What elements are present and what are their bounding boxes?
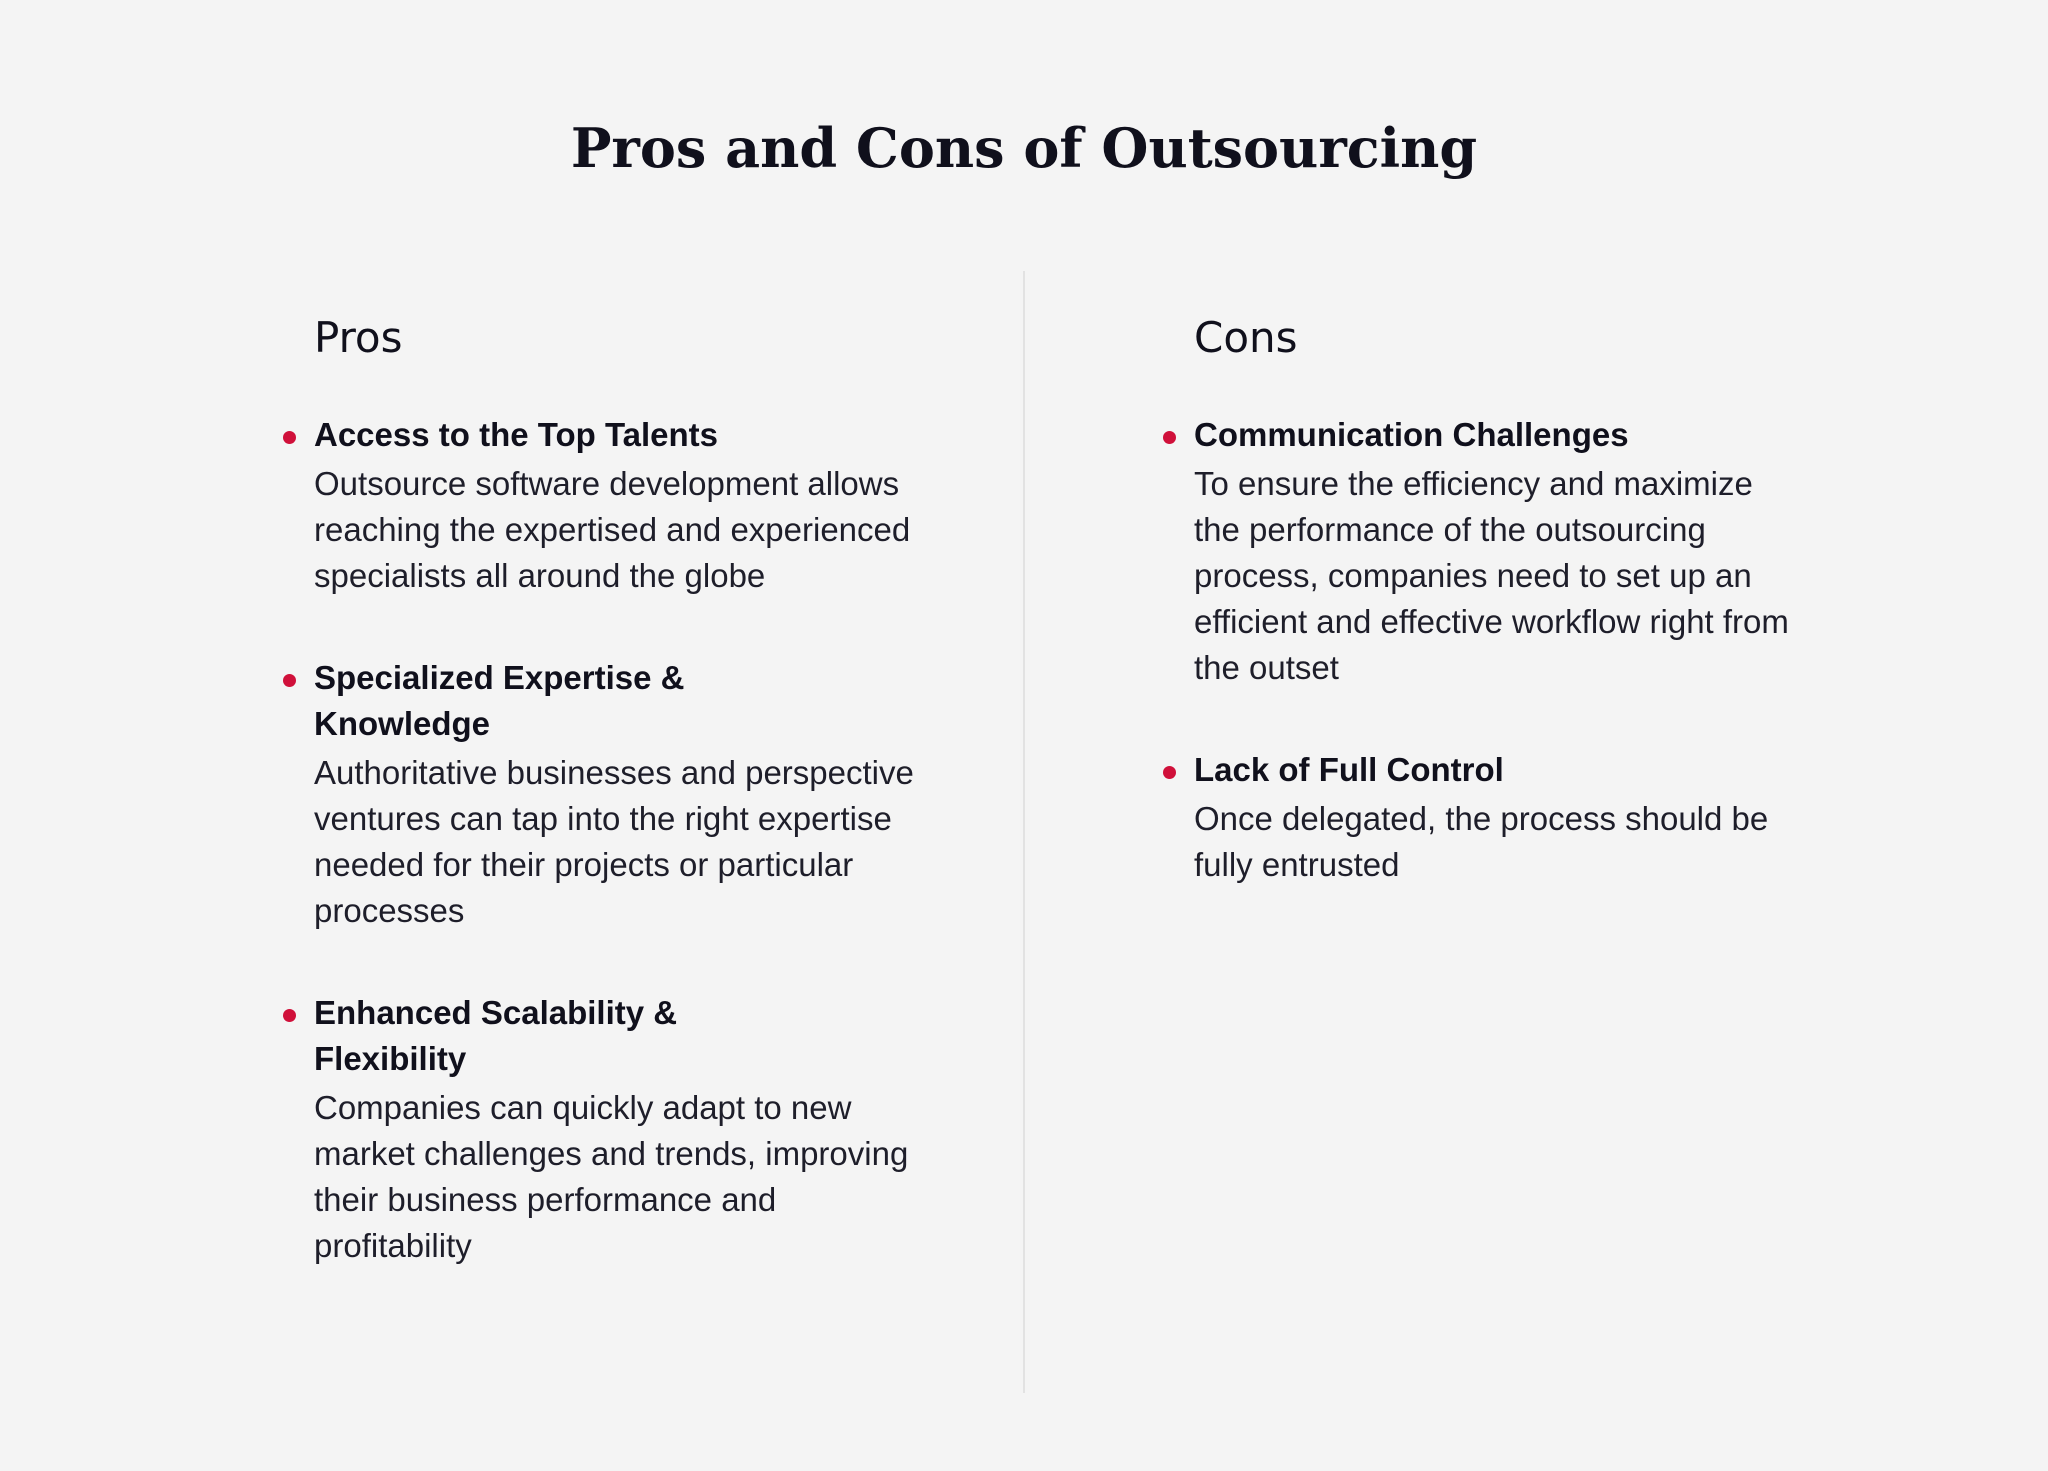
- cons-item: [1194, 412, 1814, 691]
- bullet-dot-icon: [283, 1009, 296, 1022]
- bullet-dot-icon: [1163, 766, 1176, 779]
- pros-item-title: Specialized Expertise & Knowledge: [314, 659, 685, 742]
- pros-list: [314, 412, 934, 1269]
- column-divider: [1023, 271, 1025, 1393]
- pros-column: [314, 308, 934, 1325]
- pros-item-text: Companies can quickly adapt to new market challenges and trends, improving their business performance and profitability: [314, 1089, 909, 1264]
- bullet-dot-icon: [283, 431, 296, 444]
- pros-item-text: Authoritative businesses and perspective ventures can tap into the right expertise needed for their projects or particular processes: [314, 754, 914, 929]
- cons-list: [1194, 412, 1814, 888]
- cons-item-title: Communication Challenges: [1194, 416, 1629, 453]
- pros-item-title: Enhanced Scalability & Flexibility: [314, 994, 678, 1077]
- cons-heading: Cons: [1194, 313, 1298, 362]
- bullet-dot-icon: [1163, 431, 1176, 444]
- cons-item-text: To ensure the efficiency and maximize the performance of the outsourcing process, companies need to set up an efficient and effective workflow right from the outset: [1194, 465, 1789, 686]
- cons-column: [1194, 308, 1814, 944]
- pros-item: [314, 990, 934, 1269]
- pros-item: [314, 412, 934, 599]
- cons-item-title: Lack of Full Control: [1194, 751, 1504, 788]
- pros-item: [314, 655, 934, 934]
- bullet-dot-icon: [283, 674, 296, 687]
- page-title: Pros and Cons of Outsourcing: [570, 116, 1478, 180]
- pros-item-title: Access to the Top Talents: [314, 416, 719, 453]
- cons-item-text: Once delegated, the process should be fully entrusted: [1194, 800, 1769, 883]
- pros-item-text: Outsource software development allows reaching the expertised and experienced specialists all around the globe: [314, 465, 911, 594]
- pros-heading: Pros: [314, 313, 403, 362]
- cons-item: [1194, 747, 1814, 888]
